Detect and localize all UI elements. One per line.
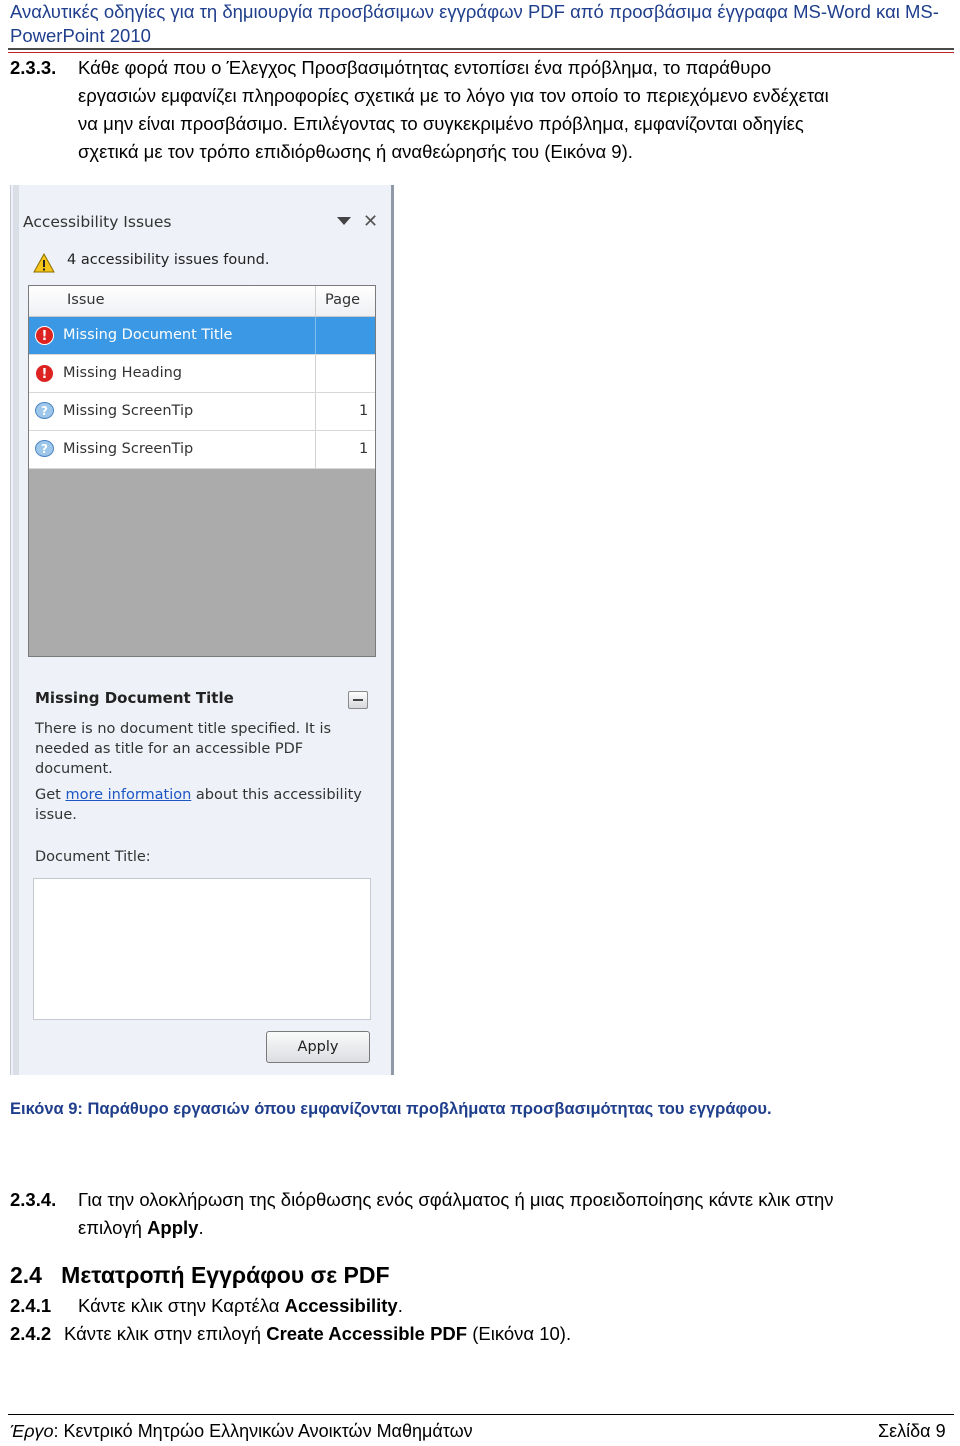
- issue-row[interactable]: [29, 431, 375, 469]
- step-text-end: .: [198, 1217, 204, 1238]
- step-text-end: (Εικόνα 10).: [467, 1323, 572, 1344]
- pane-title: Accessibility Issues: [23, 213, 172, 231]
- close-icon[interactable]: ✕: [363, 211, 379, 232]
- header-divider: [8, 48, 954, 50]
- error-icon: !: [35, 326, 54, 345]
- cell-separator: [315, 317, 316, 354]
- step-text-line3: να μην είναι προσβάσιμο. Επιλέγοντας το συγκεκριμένο πρόβλημα, εμφανίζονται οδηγίες: [78, 113, 804, 134]
- accessibility-issues-pane: [10, 185, 394, 1075]
- more-information-link[interactable]: more information: [65, 787, 192, 803]
- issue-row[interactable]: [29, 393, 375, 431]
- step-text: Κάντε κλικ στην Καρτέλα: [78, 1295, 285, 1316]
- step-text-end: .: [397, 1295, 403, 1316]
- section-heading: [10, 1262, 390, 1289]
- step-2-3-3: [10, 54, 950, 166]
- detail-text: There is no document title specified. It is needed as title for an accessible PDF document.: [35, 721, 332, 777]
- issue-row[interactable]: [29, 355, 375, 393]
- cell-separator: [315, 431, 316, 468]
- tip-icon: ?: [35, 402, 54, 419]
- step-keyword: Create Accessible PDF: [266, 1323, 468, 1344]
- header-title: Αναλυτικές οδηγίες για τη δημιουργία προσβάσιμων εγγράφων PDF από προσβάσιμα έγγραφα MS-Word και MS-PowerPoint 2010: [10, 1, 939, 46]
- section-title: Μετατροπή Εγγράφου σε PDF: [61, 1262, 390, 1288]
- step-text: Κάντε κλικ στην επιλογή: [64, 1323, 267, 1344]
- issue-label: Missing ScreenTip: [63, 403, 194, 419]
- step-text-2: επιλογή: [78, 1217, 148, 1238]
- step-2-4-2: [10, 1320, 571, 1348]
- step-number: 2.3.3.: [10, 57, 57, 78]
- footer-label: Έργο: [10, 1421, 54, 1441]
- detail-title: Missing Document Title: [35, 689, 234, 707]
- step-text-line2: εργασιών εμφανίζει πληροφορίες σχετικά με το λόγο για τον οποίο το περιεχόμενο ενδέχεται: [78, 85, 829, 106]
- apply-button[interactable]: Apply: [266, 1031, 370, 1063]
- issues-list-header: [29, 286, 375, 317]
- step-2-4-1: [10, 1292, 403, 1320]
- tip-icon: ?: [35, 440, 54, 457]
- column-page[interactable]: Page: [325, 292, 361, 308]
- footer-project-text: : Κεντρικό Μητρώο Ελληνικών Ανοικτών Μαθημάτων: [53, 1421, 473, 1441]
- step-text-line1: Κάθε φορά που ο Έλεγχος Προσβασιμότητας εντοπίσει ένα πρόβλημα, το παράθυρο: [78, 57, 772, 78]
- warning-icon: [33, 253, 55, 273]
- page-number: Σελίδα 9: [878, 1421, 946, 1441]
- header-divider-thin: [8, 52, 954, 53]
- step-keyword: Accessibility: [284, 1295, 398, 1316]
- step-text-line4: σχετικά με τον τρόπο επιδιόρθωσης ή αναθεώρησής του (Εικόνα 9).: [78, 141, 633, 162]
- detail-get-text: Get: [35, 787, 66, 803]
- detail-after-text: about this accessibility issue.: [35, 787, 362, 823]
- issue-label: Missing Heading: [63, 365, 183, 381]
- dropdown-arrow-icon[interactable]: [337, 217, 351, 225]
- issue-page: 1: [359, 403, 369, 419]
- issues-list: [28, 285, 376, 657]
- column-issue[interactable]: Issue: [67, 292, 105, 308]
- step-number: 2.4.2: [10, 1323, 52, 1344]
- step-text: Για την ολοκλήρωση της διόρθωσης ενός σφάλματος ή μιας προειδοποίησης κάντε κλικ στην: [78, 1189, 834, 1210]
- cell-separator: [315, 355, 316, 392]
- step-number: 2.4.1: [10, 1295, 52, 1316]
- collapse-icon[interactable]: [348, 691, 368, 709]
- column-separator: [315, 286, 316, 316]
- section-number: 2.4: [10, 1262, 42, 1288]
- issue-page: 1: [359, 441, 369, 457]
- issues-found-text: 4 accessibility issues found.: [67, 252, 270, 268]
- issue-label: Missing ScreenTip: [63, 441, 194, 457]
- footer-project: [10, 1421, 473, 1442]
- step-2-3-4: [10, 1186, 950, 1242]
- document-title-input[interactable]: [33, 878, 371, 1020]
- error-icon: !: [35, 364, 54, 383]
- pane-edge: [13, 185, 19, 1075]
- figure-caption: Εικόνα 9: Παράθυρο εργασιών όπου εμφανίζονται προβλήματα προσβασιμότητας του εγγράφου.: [10, 1100, 772, 1118]
- apply-keyword: Apply: [147, 1217, 199, 1238]
- issue-row[interactable]: [29, 317, 375, 355]
- step-number: 2.3.4.: [10, 1189, 57, 1210]
- detail-description: [35, 719, 365, 825]
- issue-label: Missing Document Title: [63, 327, 233, 343]
- document-title-label: Document Title:: [35, 849, 151, 865]
- cell-separator: [315, 393, 316, 430]
- detail-more-info: [35, 785, 365, 825]
- footer-divider: [8, 1414, 954, 1415]
